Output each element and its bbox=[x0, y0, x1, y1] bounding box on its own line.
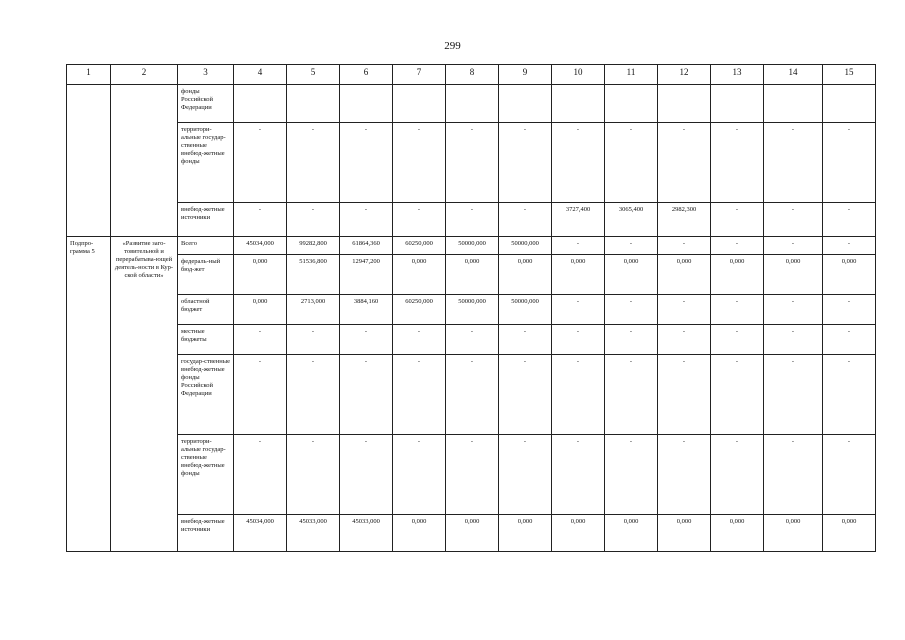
value-cell: 3727,400 bbox=[552, 203, 605, 237]
value-cell: - bbox=[552, 237, 605, 255]
value-cell bbox=[393, 85, 446, 123]
value-cell: - bbox=[287, 203, 340, 237]
value-cell: 0,000 bbox=[711, 255, 764, 295]
value-cell bbox=[499, 85, 552, 123]
value-cell: - bbox=[711, 435, 764, 515]
value-cell: 0,000 bbox=[658, 515, 711, 552]
value-cell: - bbox=[605, 325, 658, 355]
value-cell: 0,000 bbox=[446, 255, 499, 295]
value-cell bbox=[446, 85, 499, 123]
value-cell: 45034,000 bbox=[234, 237, 287, 255]
value-cell: - bbox=[287, 325, 340, 355]
value-cell: 2982,300 bbox=[658, 203, 711, 237]
value-cell bbox=[658, 85, 711, 123]
column-header: 4 bbox=[234, 65, 287, 85]
value-cell: - bbox=[552, 295, 605, 325]
value-cell: - bbox=[823, 295, 876, 325]
column-header: 11 bbox=[605, 65, 658, 85]
value-cell: - bbox=[711, 123, 764, 203]
value-cell: - bbox=[340, 325, 393, 355]
value-cell: - bbox=[393, 203, 446, 237]
value-cell: 0,000 bbox=[234, 255, 287, 295]
empty-code-cell bbox=[67, 85, 111, 237]
value-cell: - bbox=[711, 295, 764, 325]
value-cell: 50000,000 bbox=[446, 295, 499, 325]
value-cell: - bbox=[446, 203, 499, 237]
value-cell: - bbox=[552, 435, 605, 515]
value-cell: 0,000 bbox=[711, 515, 764, 552]
column-header: 13 bbox=[711, 65, 764, 85]
column-header: 5 bbox=[287, 65, 340, 85]
value-cell: 0,000 bbox=[234, 295, 287, 325]
value-cell: - bbox=[823, 123, 876, 203]
value-cell: - bbox=[764, 203, 823, 237]
value-cell: 45033,000 bbox=[340, 515, 393, 552]
value-cell: - bbox=[552, 325, 605, 355]
value-cell: 0,000 bbox=[823, 255, 876, 295]
funding-source-cell: фонды Российской Федерации bbox=[178, 85, 234, 123]
value-cell: - bbox=[658, 355, 711, 435]
value-cell: - bbox=[446, 325, 499, 355]
value-cell bbox=[823, 85, 876, 123]
page-number: 299 bbox=[444, 40, 461, 52]
value-cell: 0,000 bbox=[605, 515, 658, 552]
column-header: 1 bbox=[67, 65, 111, 85]
value-cell: 0,000 bbox=[499, 515, 552, 552]
table-row bbox=[67, 203, 876, 237]
value-cell: - bbox=[446, 435, 499, 515]
value-cell bbox=[552, 85, 605, 123]
value-cell: 0,000 bbox=[764, 515, 823, 552]
value-cell: - bbox=[234, 325, 287, 355]
value-cell: - bbox=[340, 355, 393, 435]
value-cell: - bbox=[552, 123, 605, 203]
funding-source-cell: внебюд-жетные источники bbox=[178, 203, 234, 237]
column-header: 10 bbox=[552, 65, 605, 85]
value-cell: 0,000 bbox=[764, 255, 823, 295]
table-row bbox=[67, 237, 876, 255]
empty-title-cell bbox=[111, 85, 178, 237]
value-cell: - bbox=[340, 123, 393, 203]
column-header: 6 bbox=[340, 65, 393, 85]
column-header: 12 bbox=[658, 65, 711, 85]
value-cell bbox=[340, 85, 393, 123]
value-cell: - bbox=[823, 203, 876, 237]
value-cell: 0,000 bbox=[552, 515, 605, 552]
funding-source-cell: территори-альные государ-ственные внебюд-жетные фонды bbox=[178, 435, 234, 515]
table-row bbox=[67, 255, 876, 295]
table-row bbox=[67, 123, 876, 203]
value-cell: - bbox=[393, 355, 446, 435]
subprogram-title-cell: «Развитие заго-товительной и перерабатыва-ющей деятель-ности в Кур-ской области» bbox=[111, 237, 178, 552]
value-cell: 0,000 bbox=[393, 255, 446, 295]
value-cell: 2713,000 bbox=[287, 295, 340, 325]
value-cell: 50000,000 bbox=[446, 237, 499, 255]
value-cell: 50000,000 bbox=[499, 295, 552, 325]
value-cell: - bbox=[552, 355, 605, 435]
value-cell: - bbox=[658, 123, 711, 203]
table-row bbox=[67, 435, 876, 515]
value-cell: 0,000 bbox=[658, 255, 711, 295]
column-header: 9 bbox=[499, 65, 552, 85]
value-cell: - bbox=[446, 355, 499, 435]
value-cell: - bbox=[393, 123, 446, 203]
column-header: 14 bbox=[764, 65, 823, 85]
column-header: 7 bbox=[393, 65, 446, 85]
value-cell: - bbox=[605, 237, 658, 255]
value-cell: 0,000 bbox=[446, 515, 499, 552]
value-cell: - bbox=[393, 435, 446, 515]
value-cell: - bbox=[499, 325, 552, 355]
table-body bbox=[67, 85, 876, 552]
funding-source-cell: областной бюджет bbox=[178, 295, 234, 325]
value-cell: 60250,000 bbox=[393, 295, 446, 325]
value-cell: 0,000 bbox=[393, 515, 446, 552]
value-cell: - bbox=[658, 295, 711, 325]
value-cell: - bbox=[287, 355, 340, 435]
table-row bbox=[67, 355, 876, 435]
value-cell: - bbox=[234, 355, 287, 435]
header-row bbox=[67, 65, 876, 85]
value-cell: 0,000 bbox=[823, 515, 876, 552]
funding-source-cell: государ-ственные внебюд-жетные фонды Российской Федерации bbox=[178, 355, 234, 435]
value-cell: - bbox=[823, 325, 876, 355]
value-cell: - bbox=[823, 237, 876, 255]
value-cell bbox=[764, 85, 823, 123]
value-cell: - bbox=[764, 237, 823, 255]
value-cell: - bbox=[605, 295, 658, 325]
table-row bbox=[67, 85, 876, 123]
value-cell: - bbox=[605, 435, 658, 515]
value-cell: - bbox=[823, 355, 876, 435]
value-cell: - bbox=[499, 203, 552, 237]
value-cell: - bbox=[764, 123, 823, 203]
funding-source-cell: федераль-ный бюд-жет bbox=[178, 255, 234, 295]
table-row bbox=[67, 295, 876, 325]
value-cell bbox=[234, 85, 287, 123]
value-cell: - bbox=[658, 325, 711, 355]
value-cell: - bbox=[340, 435, 393, 515]
value-cell: 60250,000 bbox=[393, 237, 446, 255]
value-cell: 45034,000 bbox=[234, 515, 287, 552]
subprogram-code-cell: Подпро-грамма 5 bbox=[67, 237, 111, 552]
column-header: 2 bbox=[111, 65, 178, 85]
column-header: 8 bbox=[446, 65, 499, 85]
value-cell: - bbox=[499, 435, 552, 515]
value-cell: - bbox=[764, 295, 823, 325]
value-cell: - bbox=[234, 435, 287, 515]
funding-source-cell: территори-альные государ-ственные внебюд-жетные фонды bbox=[178, 123, 234, 203]
value-cell: - bbox=[393, 325, 446, 355]
value-cell: - bbox=[764, 355, 823, 435]
value-cell: 50000,000 bbox=[499, 237, 552, 255]
value-cell: 3884,160 bbox=[340, 295, 393, 325]
value-cell: - bbox=[234, 203, 287, 237]
value-cell: - bbox=[658, 435, 711, 515]
value-cell: - bbox=[711, 355, 764, 435]
funding-source-cell: местные бюджеты bbox=[178, 325, 234, 355]
value-cell: - bbox=[234, 123, 287, 203]
table-row bbox=[67, 325, 876, 355]
value-cell: - bbox=[711, 203, 764, 237]
value-cell: - bbox=[287, 123, 340, 203]
value-cell: - bbox=[446, 123, 499, 203]
table-row bbox=[67, 515, 876, 552]
value-cell: - bbox=[340, 203, 393, 237]
value-cell bbox=[605, 85, 658, 123]
budget-table bbox=[66, 64, 876, 552]
value-cell: - bbox=[764, 325, 823, 355]
value-cell: 99282,800 bbox=[287, 237, 340, 255]
value-cell: 12947,200 bbox=[340, 255, 393, 295]
value-cell: 0,000 bbox=[499, 255, 552, 295]
column-header: 3 bbox=[178, 65, 234, 85]
value-cell: - bbox=[605, 123, 658, 203]
value-cell: - bbox=[605, 355, 658, 435]
funding-source-cell: Всего bbox=[178, 237, 234, 255]
value-cell: 45033,000 bbox=[287, 515, 340, 552]
value-cell: - bbox=[499, 123, 552, 203]
value-cell bbox=[287, 85, 340, 123]
value-cell: - bbox=[711, 325, 764, 355]
value-cell: 61864,360 bbox=[340, 237, 393, 255]
value-cell: - bbox=[764, 435, 823, 515]
value-cell: - bbox=[287, 435, 340, 515]
value-cell: 0,000 bbox=[552, 255, 605, 295]
value-cell: 51536,800 bbox=[287, 255, 340, 295]
funding-source-cell: внебюд-жетные источники bbox=[178, 515, 234, 552]
value-cell: 3065,400 bbox=[605, 203, 658, 237]
value-cell: - bbox=[499, 355, 552, 435]
value-cell: - bbox=[658, 237, 711, 255]
value-cell: - bbox=[711, 237, 764, 255]
value-cell bbox=[711, 85, 764, 123]
column-header: 15 bbox=[823, 65, 876, 85]
value-cell: 0,000 bbox=[605, 255, 658, 295]
value-cell: - bbox=[823, 435, 876, 515]
